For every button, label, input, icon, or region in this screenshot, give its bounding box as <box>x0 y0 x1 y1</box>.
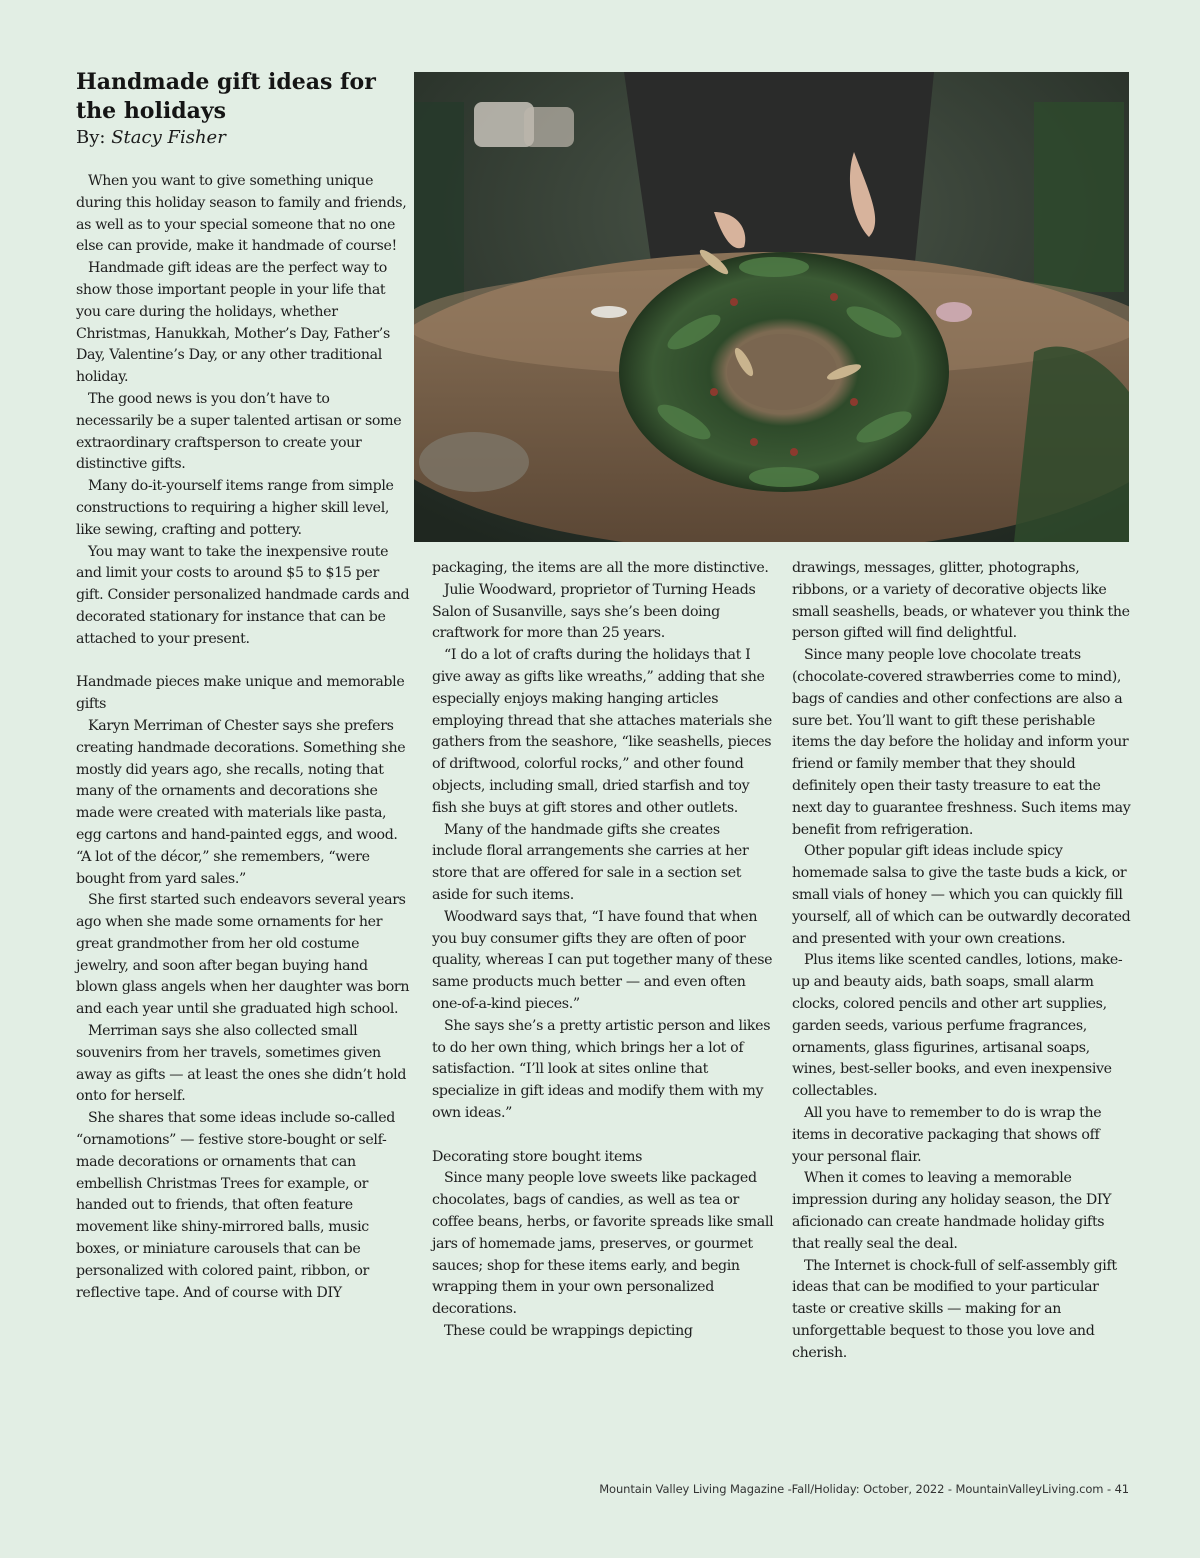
paragraph-continued: drawings, messages, glitter, photographs, ribbons, or a variety of decorative objects like small seashells, beads, or whatever you think the person gifted will find delightful. <box>792 560 1130 642</box>
paragraph: All you have to remember to do is wrap the items in decorative packaging that shows off your personal flair. <box>792 1104 1102 1165</box>
wreath-photo-illustration <box>414 72 1129 542</box>
paragraph: Since many people love chocolate treats (chocolate-covered strawberries come to mind), bags of candies and other confections are also a sure bet. You’ll want to gift these perishable items the day before the holiday and inform your friend or family member that they should definitely open their tasty treasure to eat the next day to guarantee freshness. Such items may benefit from refrigeration. <box>792 647 1131 838</box>
page-footer: Mountain Valley Living Magazine -Fall/Holiday: October, 2022 - MountainValleyLiving.com - 41 <box>599 1482 1129 1496</box>
article-title: Handmade gift ideas for the holidays <box>76 69 376 124</box>
paragraph: The Internet is chock-full of self-assembly gift ideas that can be modified to your particular taste or creative skills — making for an unforgettable bequest to those you love and cherish. <box>792 1257 1117 1361</box>
paragraph: The good news is you don’t have to necessarily be a super talented artisan or some extraordinary craftsperson to create your distinctive gifts. <box>76 390 402 473</box>
article-column-3 <box>792 558 1134 1364</box>
paragraph: Karyn Merriman of Chester says she prefers creating handmade decorations. Something she mostly did years ago, she recalls, noting that many of the ornaments and decorations she made were created with materials like pasta, egg cartons and hand-painted eggs, and wood. “A lot of the décor,” she remembers, “were bought from yard sales.” <box>76 717 406 887</box>
paragraph: Other popular gift ideas include spicy homemade salsa to give the taste buds a kick, or small vials of honey — which you can quickly fill yourself, all of which can be outwardly decorated and presented with your own creations. <box>792 843 1131 947</box>
paragraph: Woodward says that, “I have found that when you buy consumer gifts they are often of poor quality, whereas I can put together many of these same products much better — and even often one-of-a-kind pieces.” <box>432 908 773 1012</box>
subheading: Decorating store bought items <box>432 1148 643 1165</box>
paragraph: Merriman says she also collected small souvenirs from her travels, sometimes given away as gifts — at least the ones she didn’t hold onto for herself. <box>76 1023 407 1105</box>
paragraph: She first started such endeavors several years ago when she made some ornaments for her great grandmother from her old costume jewelry, and soon after began buying hand blown glass angels when her daughter was born and each year until she graduated high school. <box>76 892 410 1018</box>
paragraph: When it comes to leaving a memorable impression during any holiday season, the DIY aficionado can create handmade holiday gifts that really seal the deal. <box>792 1170 1112 1252</box>
byline <box>76 126 226 150</box>
paragraph: Many do-it-yourself items range from simple constructions to requiring a higher skill level, like sewing, crafting and pottery. <box>76 478 394 538</box>
paragraph: When you want to give something unique during this holiday season to family and friends, as well as to your special someone that no one else can provide, make it handmade of course! <box>76 173 407 255</box>
wreath-photo <box>414 72 1129 542</box>
paragraph: She shares that some ideas include so-called “ornamotions” — festive store-bought or self-made decorations or ornaments that can embellish Christmas Trees for example, or handed out to friends, that often feature movement like shiny-mirrored balls, music boxes, or miniature carousels that can be personalized with colored paint, ribbon, or reflective tape. And of course with DIY <box>76 1110 396 1301</box>
paragraph: Many of the handmade gifts she creates include floral arrangements she carries at her store that are offered for sale in a section set aside for such items. <box>432 821 749 903</box>
paragraph: Since many people love sweets like packaged chocolates, bags of candies, as well as tea or coffee beans, herbs, or favorite spreads like small jars of homemade jams, preserves, or gourmet sauces; shop for these items early, and begin wrapping them in your own personalized decorations. <box>432 1170 774 1318</box>
byline-prefix: By: <box>76 127 106 148</box>
paragraph: She says she’s a pretty artistic person and likes to do her own thing, which brings her a lot of satisfaction. “I’ll look at sites online that specialize in gift ideas and modify them with my own ideas.” <box>432 1017 771 1121</box>
subheading: Handmade pieces make unique and memorable gifts <box>76 674 405 713</box>
byline-author: Stacy Fisher <box>111 127 226 148</box>
paragraph: Plus items like scented candles, lotions, make-up and beauty aids, bath soaps, small alarm clocks, colored pencils and other art supplies, garden seeds, various perfume fragrances, ornaments, glass figurines, artisanal soaps, wines, best-seller books, and even inexpensive collectables. <box>792 952 1123 1100</box>
paragraph: “I do a lot of crafts during the holidays that I give away as gifts like wreaths,” adding that she especially enjoys making hanging articles employing thread that she attaches materials she gathers from the seashore, “like seashells, pieces of driftwood, colorful rocks,” and other found objects, including small, dried starfish and toy fish she buys at gift stores and other outlets. <box>432 647 772 816</box>
paragraph: These could be wrappings depicting <box>444 1322 693 1339</box>
paragraph: Julie Woodward, proprietor of Turning Heads Salon of Susanville, says she’s been doing craftwork for more than 25 years. <box>432 581 756 642</box>
paragraph: You may want to take the inexpensive route and limit your costs to around $5 to $15 per gift. Consider personalized handmade cards and decorated stationary for instance that can be attached to your present. <box>76 543 410 647</box>
paragraph: Handmade gift ideas are the perfect way to show those important people in your life that you care during the holidays, whether Christmas, Hanukkah, Mother’s Day, Father’s Day, Valentine’s Day, or any other traditional holiday. <box>76 260 390 386</box>
paragraph-continued: packaging, the items are all the more distinctive. <box>432 560 769 576</box>
article-column-1 <box>76 171 410 1304</box>
article-column-2 <box>432 558 774 1343</box>
